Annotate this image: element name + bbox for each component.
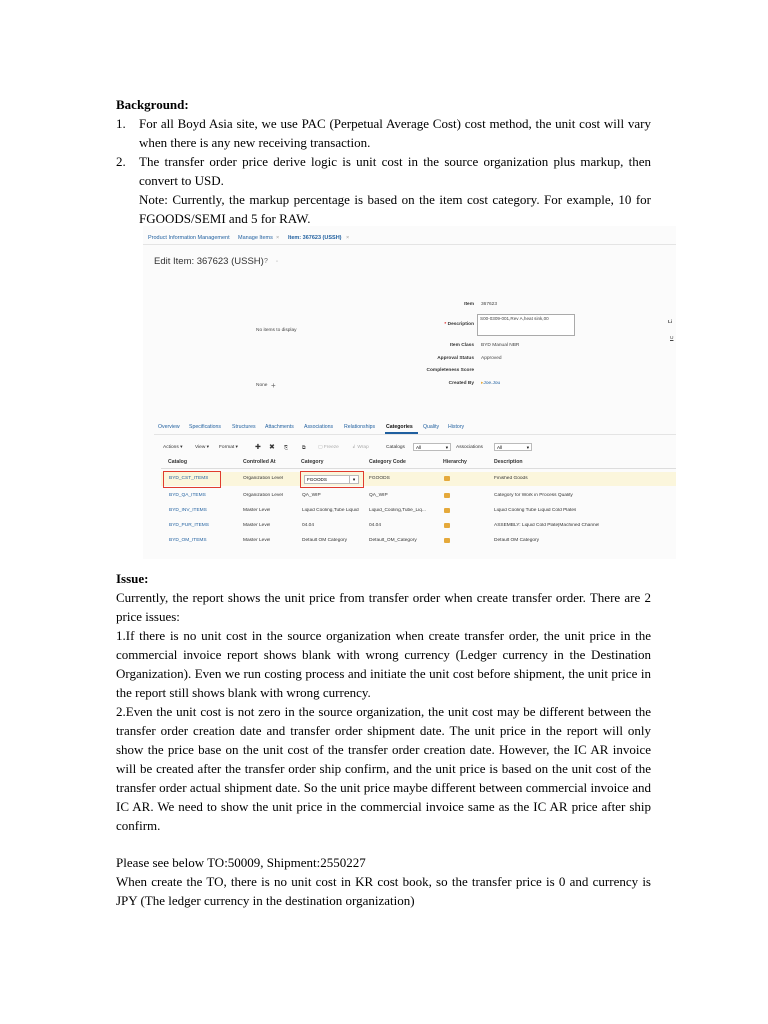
tab-categories[interactable]: Categories	[386, 424, 413, 430]
description-label-text: Description	[447, 322, 474, 327]
description-cell: ASSEMBLY: Liquid Cold Plate|Machined Channel	[494, 523, 600, 528]
created-by-name[interactable]: Joe.Jou	[483, 381, 501, 386]
close-icon[interactable]: ×	[346, 235, 350, 241]
catalog-cell[interactable]: BYD_CST_ITEMS	[169, 476, 209, 481]
tab-quality[interactable]: Quality	[423, 424, 440, 430]
approval-status-value: Approved	[481, 356, 502, 361]
hierarchy-icon[interactable]	[444, 538, 450, 543]
header-divider	[161, 468, 676, 469]
catalog-cell[interactable]: BYD_INV_ITEMS	[169, 508, 207, 513]
chevron-down-icon: ▾	[349, 476, 358, 483]
highlight-box	[163, 471, 221, 488]
none-label: None	[256, 383, 268, 388]
associations-label: Associations	[456, 445, 483, 450]
tab-relationships[interactable]: Relationships	[344, 424, 376, 430]
column-header-category[interactable]: Category	[301, 459, 324, 465]
tab-history[interactable]: History	[448, 424, 465, 430]
no-items-text: No items to display	[256, 328, 297, 333]
hierarchy-icon[interactable]	[444, 476, 450, 481]
note-text: Note: Currently, the markup percentage is based on the item cost category. For example, 10 for FGOODS/SEMI and 5 for RAW.	[139, 192, 651, 226]
view-label: View	[195, 445, 206, 450]
issue-paragraph: 2.Even the unit cost is not zero in the source organization, the unit cost may be different between the transfer order creation date and transfer order shipment date. The unit price in the report will only show the price base on the unit cost of the transfer order creation date. However, the IC AR invoice will be created after the transfer order ship confirm, and the unit price is based on the unit cost of the transfer order actual shipment date. So the unit price maybe different between commercial invoice and IC AR. We need to show the unit price in the commercial invoice same as the IC AR price after ship confirm.	[116, 704, 651, 833]
category-value: FGOODS	[307, 477, 327, 482]
delete-icon[interactable]: ✖	[269, 444, 275, 451]
controlled-at-cell: Organization Level	[243, 493, 283, 498]
issue-paragraph: Currently, the report shows the unit price from transfer order when create transfer order. There are 2 price issues:	[116, 590, 651, 624]
actions-menu[interactable]: Actions ▾	[163, 445, 183, 450]
chevron-down-icon: ▾	[526, 445, 529, 450]
hierarchy-icon[interactable]	[444, 493, 450, 498]
close-icon[interactable]: ×	[276, 235, 280, 241]
category-cell: QA_WIP	[302, 493, 321, 498]
background-heading: Background:	[116, 97, 189, 112]
column-header-description[interactable]: Description	[494, 459, 523, 465]
export-icon[interactable]: ⎘	[284, 446, 288, 451]
description-cell: Default OM Category	[494, 538, 540, 543]
add-icon[interactable]: ✚	[255, 444, 261, 451]
breadcrumb-manage-items[interactable]: Manage Items	[238, 235, 273, 241]
format-menu[interactable]: Format ▾	[219, 445, 238, 450]
created-by-label: Created By	[448, 381, 474, 386]
issue-heading: Issue:	[116, 571, 149, 586]
description-cell: Liquid Cooling Tube Liquid Cold Plates	[494, 508, 577, 513]
associations-value: All	[497, 445, 503, 450]
category-code-cell: 04.04	[369, 523, 382, 528]
format-label: Format	[219, 445, 235, 450]
table-row[interactable]	[161, 489, 676, 503]
description-cell: Finished Goods	[494, 476, 528, 481]
page-title: Edit Item: 367623 (USSH)	[154, 256, 264, 267]
category-cell: 04.04	[302, 523, 315, 528]
catalogs-select[interactable]	[413, 443, 451, 451]
category-cell: Liquid Cooling,Tube Liquid	[302, 508, 359, 513]
user-icon: ▸	[481, 381, 484, 386]
tab-specifications[interactable]: Specifications	[189, 424, 222, 430]
item-class-value: BYD Manual NBR	[481, 343, 520, 348]
controlled-at-cell: Organization Level	[243, 476, 283, 481]
item-value: 367623	[481, 302, 498, 307]
freeze-label: Freeze	[323, 445, 339, 450]
approval-status-label: Approval Status	[437, 356, 474, 361]
right-edge-link[interactable]: U	[670, 336, 674, 341]
category-cell: Default OM Category	[302, 538, 348, 543]
list-text: The transfer order price derive logic is unit cost in the source organization plus markup, then convert to USD.	[139, 154, 651, 188]
item-class-label: Item Class	[450, 343, 474, 348]
hierarchy-icon[interactable]	[444, 508, 450, 513]
tab-bar-divider	[143, 244, 676, 245]
tab-attachments[interactable]: Attachments	[265, 424, 294, 430]
actions-label: Actions	[163, 445, 179, 450]
item-label: Item	[464, 302, 474, 307]
add-icon[interactable]: +	[271, 381, 276, 390]
issue-paragraph: 1.If there is no unit cost in the source organization when create transfer order, the unit price in the commercial invoice report shows blank with wrong currency (Ledger currency in the Destination Organization). Even we run costing process and initiate the unit cost before shipment, the unit price in the report still shows blank with wrong currency.	[116, 628, 651, 700]
info-icon: ◦	[276, 259, 279, 265]
list-number: 1.	[116, 116, 126, 131]
detach-icon[interactable]: ⧉	[302, 446, 306, 451]
issue-final-paragraph: When create the TO, there is no unit cost in KR cost book, so the transfer price is 0 and currency is JPY (The ledger currency in the destination organization)	[116, 874, 651, 908]
catalogs-label: Catalogs	[386, 445, 405, 450]
table-row[interactable]	[161, 504, 676, 518]
catalogs-value: All	[416, 445, 422, 450]
wrap-label: Wrap	[357, 445, 369, 450]
description-cell: Category for Work in Process Quality	[494, 493, 573, 498]
column-header-catalog[interactable]: Catalog	[168, 459, 188, 465]
associations-select[interactable]	[494, 443, 532, 451]
table-row[interactable]	[161, 519, 676, 533]
category-code-cell: QA_WIP	[369, 493, 388, 498]
description-label: * Description	[444, 322, 474, 327]
controlled-at-cell: Master Level	[243, 508, 271, 513]
view-menu[interactable]: View ▾	[195, 445, 210, 450]
category-code-cell: Default_OM_Category	[369, 538, 417, 543]
catalog-cell[interactable]: BYD_OM_ITEMS	[169, 538, 207, 543]
table-row[interactable]	[161, 534, 676, 548]
to-reference: Please see below TO:50009, Shipment:2550227	[116, 855, 366, 870]
breadcrumb-item[interactable]: Item: 367623 (USSH)	[288, 235, 342, 241]
description-field[interactable]: S00-0309-001,Rev A,heat sink,00	[477, 314, 575, 336]
column-header-category-code[interactable]: Category Code	[369, 459, 406, 465]
freeze-button[interactable]: ▢ Freeze	[318, 445, 339, 450]
created-by-value[interactable]	[481, 381, 500, 386]
column-header-hierarchy[interactable]: Hierarchy	[443, 459, 467, 465]
category-code-cell: Liquid_Cooling,Tube_Liq...	[369, 508, 426, 513]
hierarchy-icon[interactable]	[444, 523, 450, 528]
tab-structures[interactable]: Structures	[232, 424, 256, 430]
catalog-cell[interactable]: BYD_QA_ITEMS	[169, 493, 206, 498]
tab-associations[interactable]: Associations	[304, 424, 334, 430]
controlled-at-cell: Master Level	[243, 538, 271, 543]
catalog-cell[interactable]: BYD_PUR_ITEMS	[169, 523, 209, 528]
highlight-box	[300, 471, 364, 488]
tabs-divider	[154, 434, 676, 435]
column-header-controlled-at[interactable]: Controlled At	[243, 459, 276, 465]
right-edge-label: Li	[668, 320, 673, 325]
breadcrumb-pim[interactable]: Product Information Management	[148, 235, 230, 241]
tab-overview[interactable]: Overview	[158, 424, 180, 430]
help-icon[interactable]: ?	[264, 258, 268, 265]
list-text: For all Boyd Asia site, we use PAC (Perpetual Average Cost) cost method, the unit cost will vary when there is any new receiving transaction.	[139, 116, 651, 150]
completeness-label: Completeness Score	[426, 368, 474, 373]
chevron-down-icon: ▾	[445, 445, 448, 450]
list-number: 2.	[116, 154, 126, 169]
item-screenshot	[143, 226, 676, 559]
category-code-cell: FGOODS	[369, 476, 390, 481]
wrap-button[interactable]: ↲ Wrap	[352, 445, 369, 450]
table-row[interactable]	[161, 472, 676, 486]
controlled-at-cell: Master Level	[243, 523, 271, 528]
